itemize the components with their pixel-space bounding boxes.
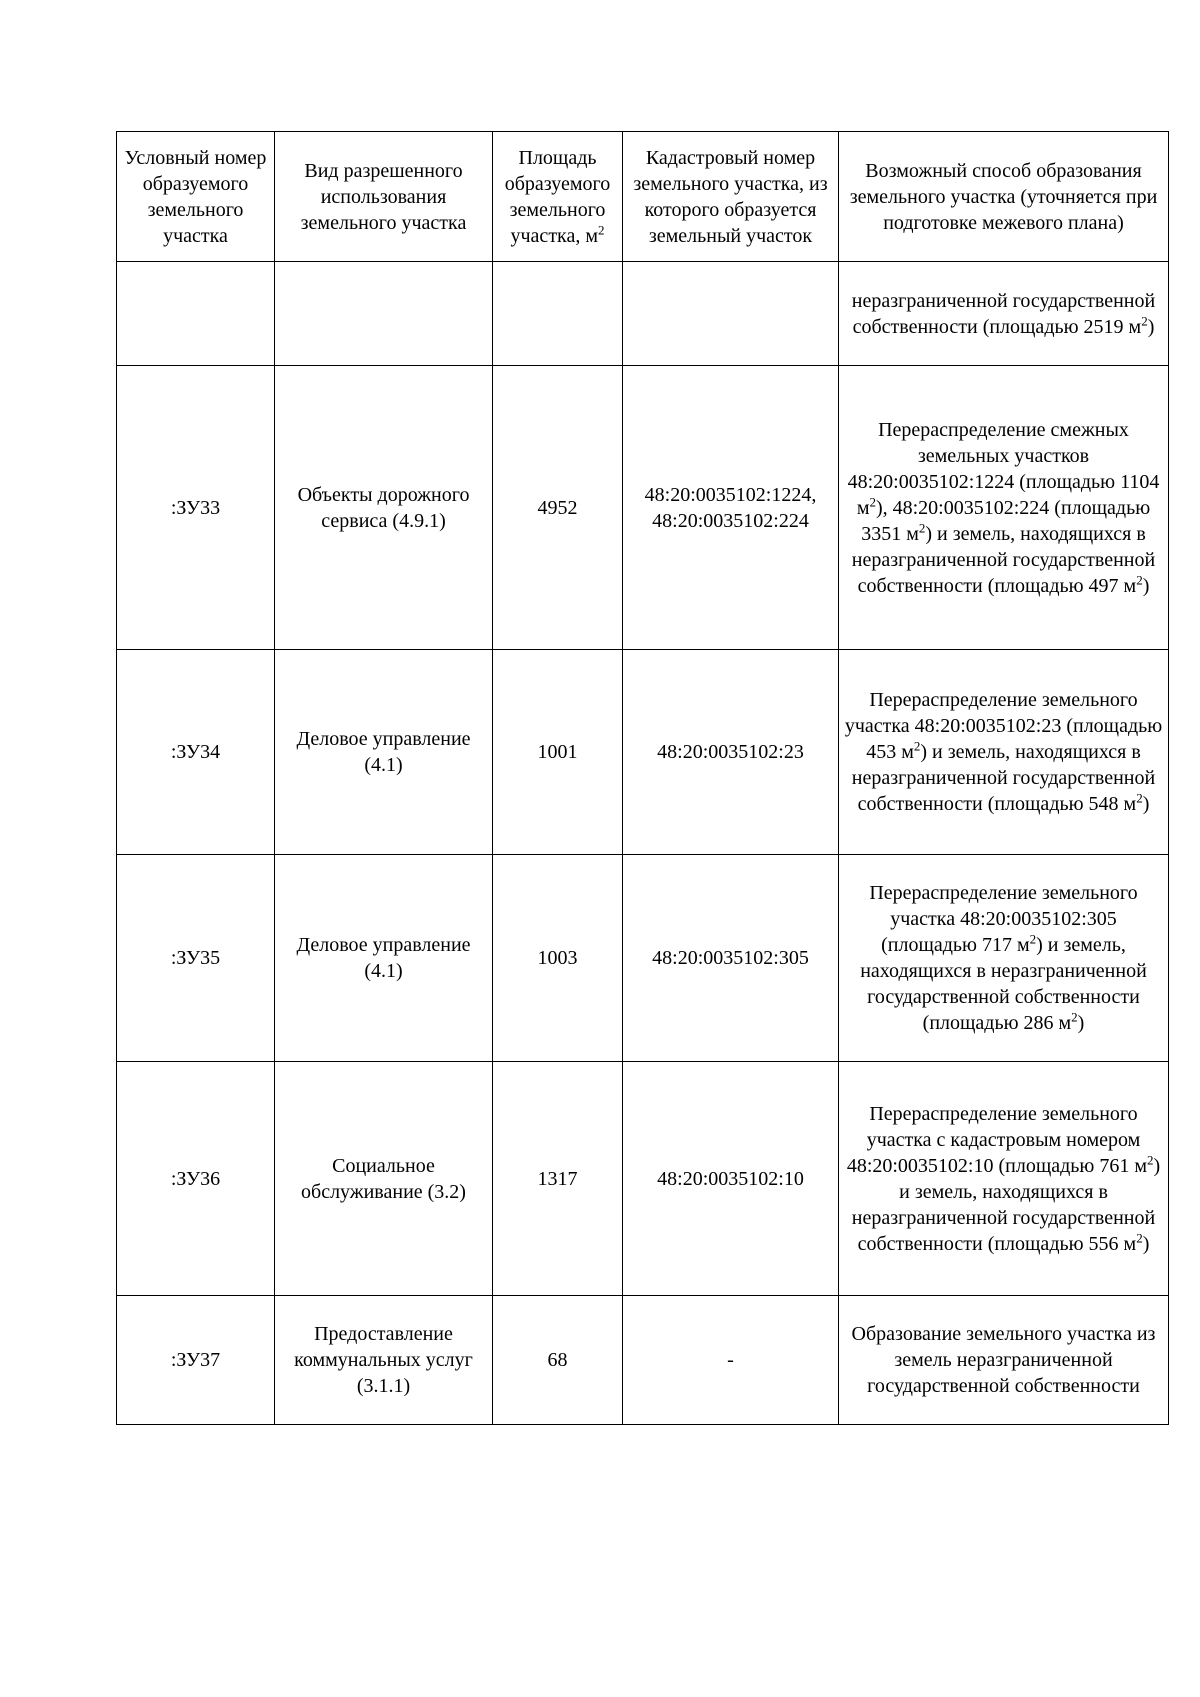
permitted-use-cell: Деловое управление (4.1) — [275, 855, 493, 1062]
square-meter-superscript: 2 — [913, 738, 921, 754]
table-row — [117, 1062, 1169, 1296]
table-row — [117, 1296, 1169, 1425]
plot-number-cell: :ЗУ33 — [117, 366, 275, 650]
square-meter-superscript: 2 — [1136, 1229, 1143, 1245]
square-meter-superscript: 2 — [918, 519, 926, 535]
area-unit-superscript: 2 — [598, 221, 605, 237]
formation-method-text: ) и земель, находящихся в неразграниченной государственной собственности (площадью 556 м — [851, 1154, 1161, 1255]
table-row — [117, 855, 1169, 1062]
formation-method-text: Перераспределение земельного участка 48:20:0035102:23 (площадью 453 м — [844, 689, 1163, 763]
cadastral-number-cell: - — [623, 1296, 839, 1425]
formation-method-text: ) — [1142, 574, 1150, 597]
formation-method-cell — [839, 1296, 1169, 1425]
formation-method-text: ) и земель, находящихся в неразграниченной государственной собственности (площадью 548 м — [851, 741, 1156, 815]
formation-method-text: неразграниченной государственной собственности (площадью 2519 м — [851, 289, 1156, 338]
square-meter-superscript: 2 — [1136, 790, 1143, 806]
header-cadastral-number: Кадастровый номер земельного участка, из которого образуется земельный участок — [623, 132, 839, 262]
cadastral-number-cell: 48:20:0035102:1224, 48:20:0035102:224 — [623, 366, 839, 650]
table-row — [117, 650, 1169, 855]
formation-method-text: ) и земель, находящихся в неразграниченной государственной собственности (площадью 497 м — [851, 522, 1156, 597]
formation-method-text: ) — [1147, 315, 1155, 338]
land-plots-table — [116, 131, 1169, 1425]
area-cell: 1317 — [493, 1062, 623, 1296]
permitted-use-cell: Деловое управление (4.1) — [275, 650, 493, 855]
table-body — [117, 262, 1169, 1425]
square-meter-superscript: 2 — [1029, 931, 1037, 947]
area-cell: 68 — [493, 1296, 623, 1425]
formation-method-cell — [839, 262, 1169, 366]
header-plot-number: Условный номер образуемого земельного участка — [117, 132, 275, 262]
square-meter-superscript: 2 — [1136, 571, 1143, 587]
header-area: Площадь образуемого земельного участка, $м^2$ — [493, 132, 623, 262]
formation-method-text: ), 48:20:0035102:224 (площадью 3351 м — [861, 496, 1151, 545]
header-permitted-use: Вид разрешенного использования земельного участка — [275, 132, 493, 262]
formation-method-text: ) — [1077, 1012, 1085, 1034]
area-cell: 4952 — [493, 366, 623, 650]
plot-number-cell: :ЗУ36 — [117, 1062, 275, 1296]
formation-method-cell — [839, 1062, 1169, 1296]
plot-number-cell: :ЗУ37 — [117, 1296, 275, 1425]
square-meter-superscript: 2 — [1071, 1009, 1078, 1025]
area-cell: 1003 — [493, 855, 623, 1062]
formation-method-text: ) — [1142, 793, 1150, 815]
area-cell: 1001 — [493, 650, 623, 855]
cadastral-number-cell: 48:20:0035102:305 — [623, 855, 839, 1062]
permitted-use-cell: Социальное обслуживание (3.2) — [275, 1062, 493, 1296]
square-meter-superscript: 2 — [1141, 312, 1148, 328]
formation-method-text: Перераспределение смежных земельных участков 48:20:0035102:1224 (площадью 1104 м — [847, 418, 1160, 519]
table-header-row — [117, 132, 1169, 262]
permitted-use-cell: Объекты дорожного сервиса (4.9.1) — [275, 366, 493, 650]
area-cell — [493, 262, 623, 366]
formation-method-text: Образование земельного участка из земель неразграниченной государственной собственности — [851, 1323, 1156, 1397]
formation-method-text: Перераспределение земельного участка 48:20:0035102:305 (площадью 717 м — [869, 882, 1138, 956]
table-row — [117, 262, 1169, 366]
formation-method-text: ) — [1142, 1232, 1150, 1255]
plot-number-cell: :ЗУ35 — [117, 855, 275, 1062]
cadastral-number-cell — [623, 262, 839, 366]
formation-method-text: Перераспределение земельного участка с кадастровым номером 48:20:0035102:10 (площадью 761 м — [846, 1102, 1147, 1177]
table-row — [117, 366, 1169, 650]
formation-method-cell — [839, 366, 1169, 650]
permitted-use-cell: Предоставление коммунальных услуг (3.1.1) — [275, 1296, 493, 1425]
cadastral-number-cell: 48:20:0035102:23 — [623, 650, 839, 855]
square-meter-superscript: 2 — [869, 493, 876, 509]
formation-method-cell — [839, 855, 1169, 1062]
header-formation-method: Возможный способ образования земельного участка (уточняется при подготовке межевого плана) — [839, 132, 1169, 262]
plot-number-cell — [117, 262, 275, 366]
square-meter-superscript: 2 — [1147, 1151, 1154, 1167]
formation-method-cell — [839, 650, 1169, 855]
permitted-use-cell — [275, 262, 493, 366]
plot-number-cell: :ЗУ34 — [117, 650, 275, 855]
cadastral-number-cell: 48:20:0035102:10 — [623, 1062, 839, 1296]
formation-method-text: ) и земель, находящихся в неразграниченной государственной собственности (площадью 286 м — [860, 934, 1147, 1034]
